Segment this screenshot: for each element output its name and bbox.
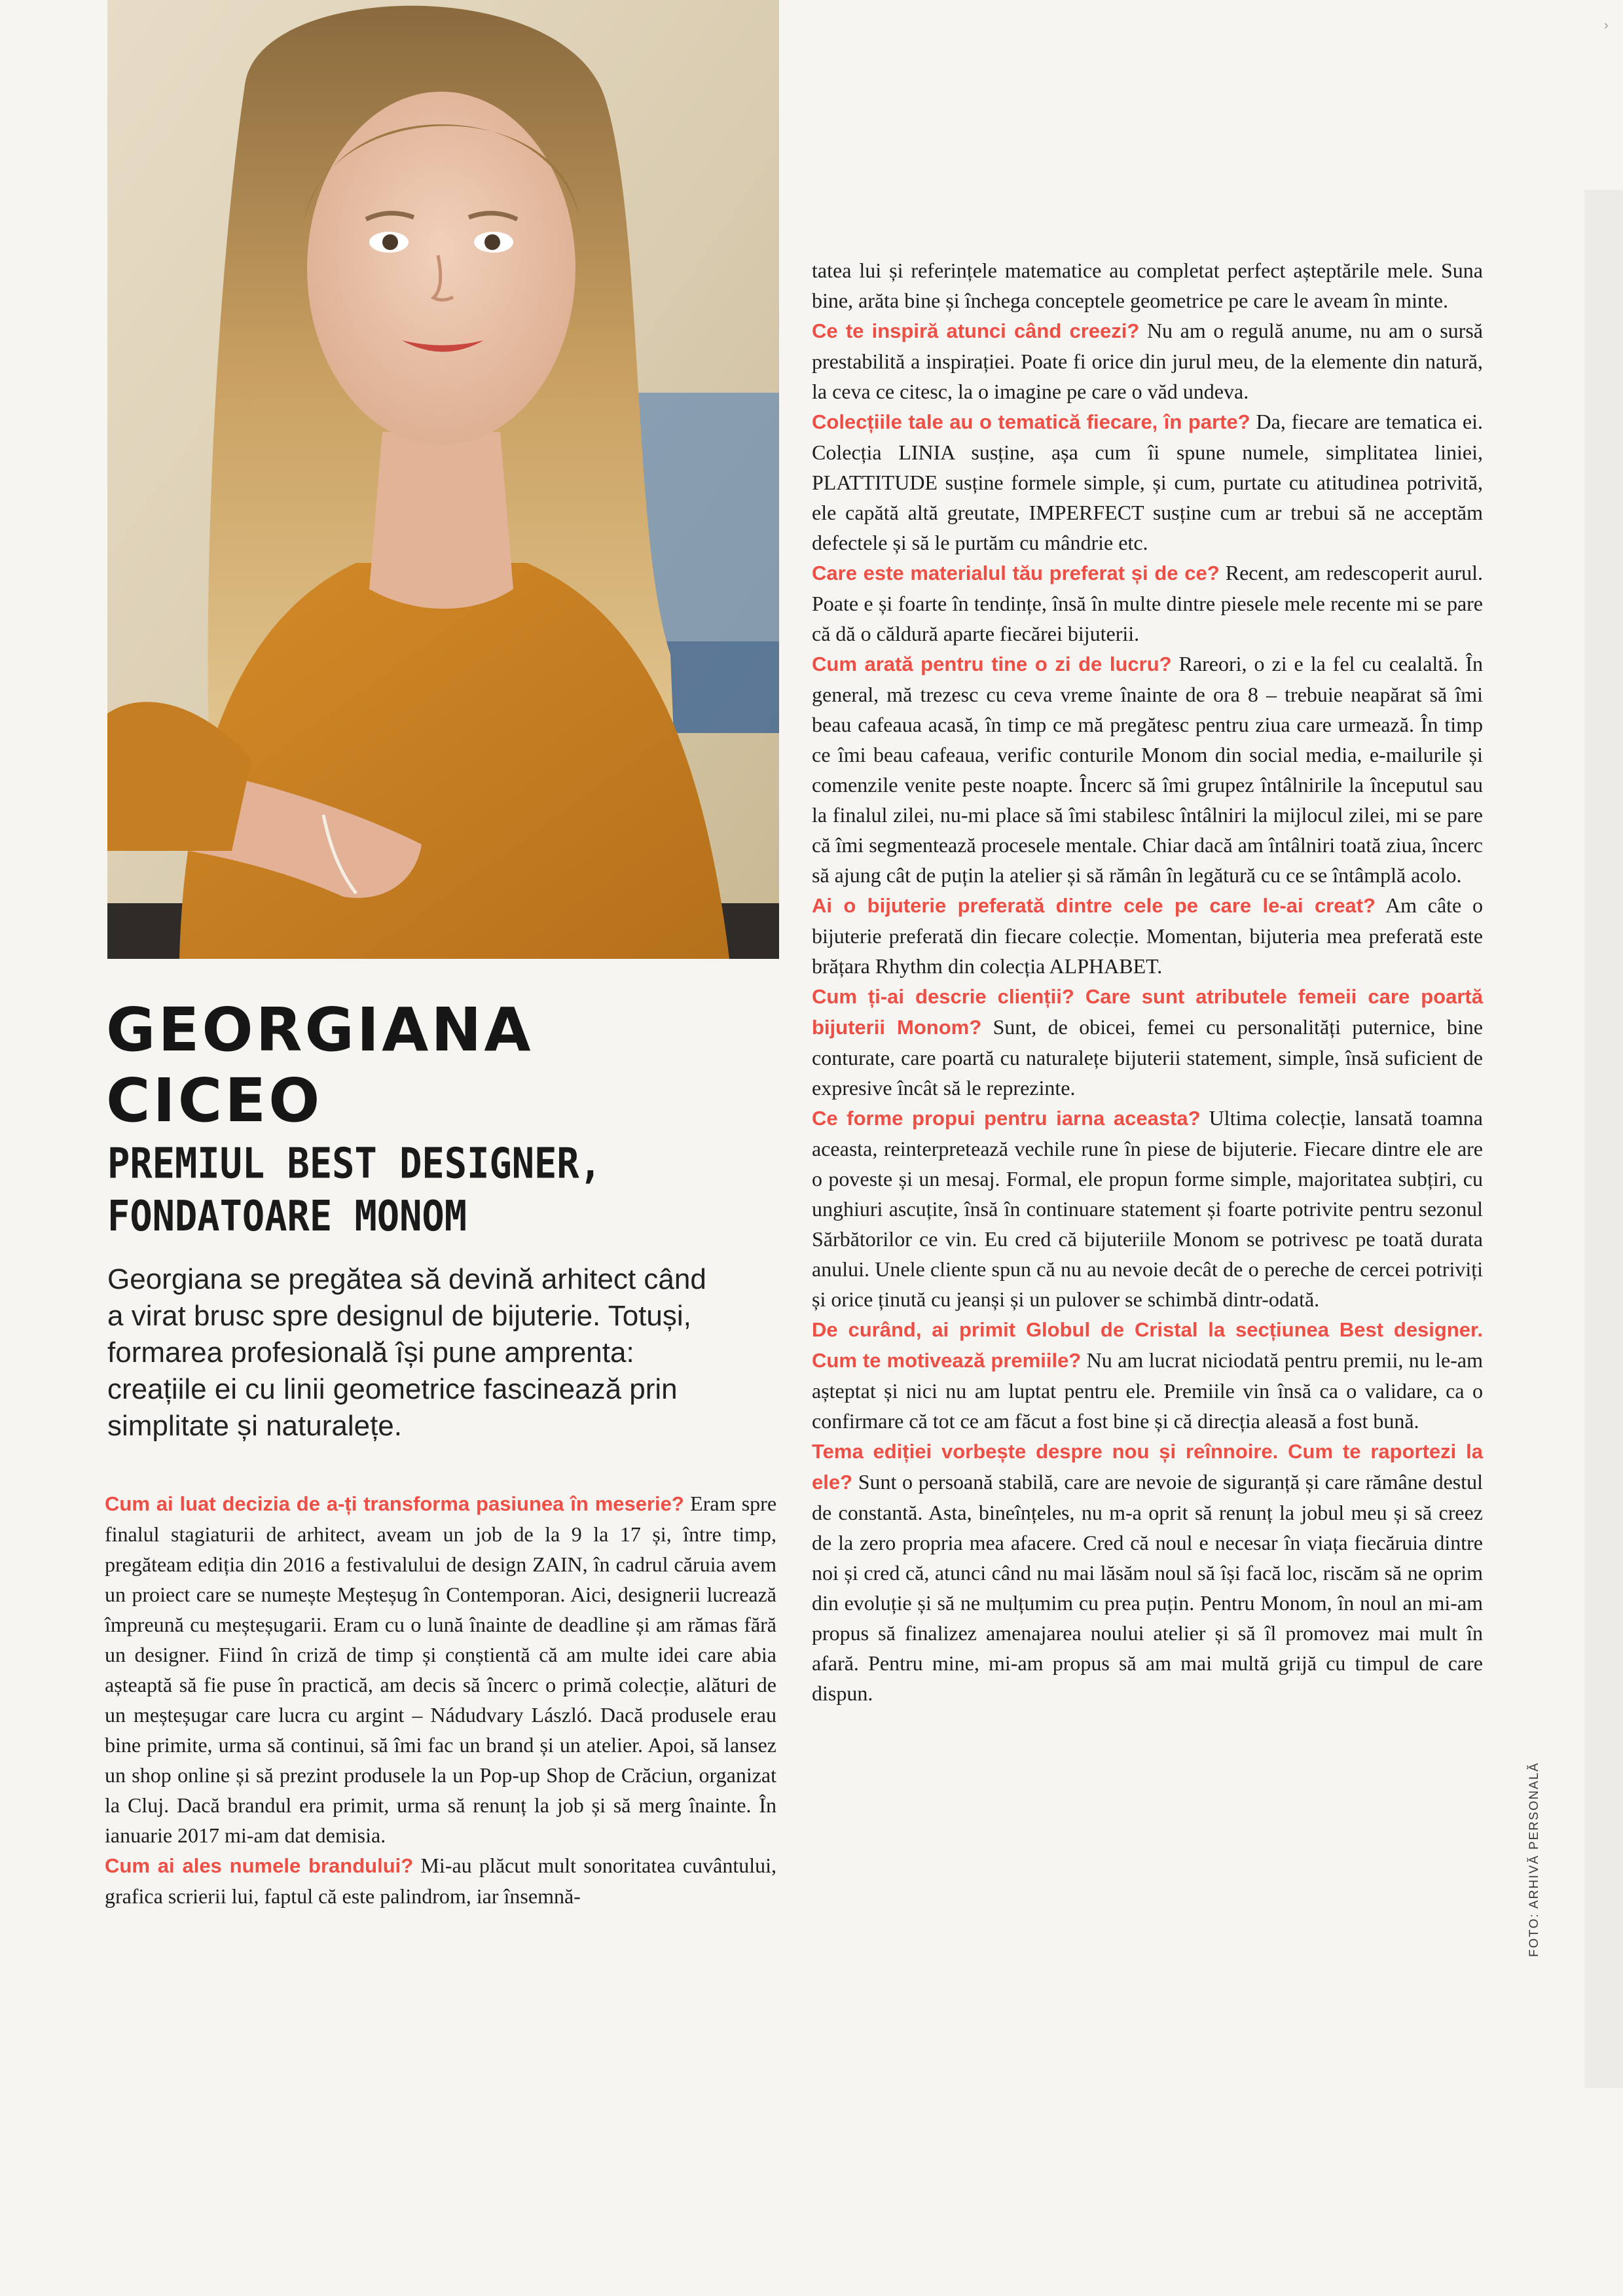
interview-question: Cum ai ales numele brandului? [105, 1854, 414, 1877]
interview-question: Cum ai luat decizia de a-ți transforma pasiunea în meserie? [105, 1492, 684, 1515]
qa-block [812, 315, 1483, 406]
interview-answer: Sunt, de obicei, femei cu personalități puternice, bine conturate, care poartă cu naturalețe bijuterii statement, simple, însă suficient de expresive încât să le reprezinte. [812, 1015, 1484, 1100]
portrait-photo [107, 0, 779, 959]
qa-block [812, 406, 1483, 558]
qa-block [105, 1488, 776, 1850]
interview-question: Cum ți-ai descrie clienții? Care sunt atributele femeii care poartă bijuterii Monom? [812, 985, 1483, 1039]
interview-question: Ce forme propui pentru iarna aceasta? [812, 1107, 1201, 1130]
right-text-column [812, 255, 1483, 1708]
interview-question: Cum arată pentru tine o zi de lucru? [812, 653, 1172, 675]
interview-question: Colecțiile tale au o tematică fiecare, în parte? [812, 410, 1250, 433]
page-edge-mark: › [1604, 18, 1609, 33]
interview-answer: Recent, am redescoperit aurul. Poate e și foarte în tendințe, însă în multe dintre piesele mele recente mi se pare că dă o căldură aparte fiecărei bijuterii. [812, 561, 1483, 645]
interview-answer: Eram spre finalul stagiaturii de arhitect, aveam un job de la 9 la 17 și, între timp, pregăteam ediția din 2016 a festivalului de design ZAIN, în cadrul căruia avem un proiect care se numește Meșteșug în Contemporan. Aici, designerii lucrează împreună cu meșteșugarii. Eram cu o lună înainte de deadline și am rămas fără un designer. Fiind în criză de timp și conștientă că am multe idei care abia așteaptă să fie puse în practică, am decis să încerc o primă colecție, alături de un meșteșugar care lucra cu argint – Nádudvary László. Dacă produsele erau bine primite, urma să continui, să îmi fac un brand și un atelier. Apoi, să lansez un shop online și să prezint produsele la un Pop-up Shop de Crăciun, organizat la Cluj. Dacă brandul era primit, urma să renunț la job și să merg înainte. În ianuarie 2017 mi-am dat demisia. [105, 1492, 777, 1847]
qa-block [812, 1436, 1483, 1708]
show-through-shadow [1584, 190, 1623, 2088]
interviewee-name: GEORGIANA CICEO [106, 995, 534, 1136]
interview-answer: Mi-au plăcut mult sonoritatea cuvântului, grafica scrierii lui, faptul că este palindrom, iar însemnă- [105, 1854, 776, 1908]
interview-question: Ce te inspiră atunci când creezi? [812, 319, 1140, 342]
award-subtitle: PREMIUL BEST DESIGNER, FONDATOARE MONOM [107, 1139, 602, 1241]
left-text-column [105, 1488, 776, 1911]
qa-block [812, 558, 1483, 649]
interview-answer: Da, fiecare are tematica ei. Colecția LINIA susține, așa cum îi spune numele, simplitatea liniei, PLATTITUDE susține formele simple, și cum, purtate cu atitudinea potrivită, ele capătă altă greutate, IMPERFECT susține cum ar trebui să ne acceptăm defectele și să le purtăm cu mândrie etc. [812, 410, 1484, 554]
interview-answer: Am câte o bijuterie preferată din fiecare colecție. Momentan, bijuteria mea preferată este brățara Rhythm din colecția ALPHABET. [812, 893, 1484, 978]
interview-answer: Nu am o regulă anume, nu am o sursă prestabilită a inspirației. Poate fi orice din jurul meu, de la elemente din natură, la ceva ce citesc, la o imagine pe care o văd undeva. [812, 319, 1483, 403]
interview-question: Care este materialul tău preferat și de ce? [812, 562, 1220, 584]
lead-paragraph: Georgiana se pregătea să devină arhitect când a virat brusc spre designul de bijuterie. Totuși, formarea profesională își pune amprenta: creațiile ei cu linii geometrice fascinează prin simplitate și naturalețe. [107, 1263, 706, 1442]
qa-block [812, 890, 1483, 981]
interview-answer: Sunt o persoană stabilă, care are nevoie de siguranță și care rămâne destul de constantă. Asta, bineînțeles, nu m-a oprit să renunț la jobul meu și să creez de la zero propria mea afacere. Cred că noul e necesar în viața fiecăruia dintre noi și cred că, atunci când nu mai lăsăm noul să își facă loc, riscăm să ne oprim din evoluție și să ne mulțumim cu prea puțin. Pentru Monom, în noul an mi-am propus să finalizez amenajarea noului atelier și să îl promovez mai mult în afară. Pentru mine, mi-am propus să am mai multă grijă cu timpul de care dispun. [812, 1470, 1484, 1705]
qa-block [812, 1314, 1483, 1436]
qa-block [812, 981, 1483, 1103]
right-iris [484, 234, 500, 250]
interview-answer: Nu am lucrat niciodată pentru premii, nu le-am așteptat și nici nu am luptat pentru ele. Premiile vin însă ca o validare, ca o confirmare că tot ce am făcut a fost bine și că direcția aleasă a fost bună. [812, 1348, 1484, 1433]
portrait-illustration [107, 0, 779, 959]
interview-answer: Ultima colecție, lansată toamna aceasta, reinterpretează vechile rune în piese de bijuterie. Fiecare dintre ele are o poveste și un mesaj. Formal, ele propun forme simple, majoritatea subțiri, cu unghiuri ascuțite, însă în continuare statement și foarte potrivite pentru sezonul Sărbătorilor ce vin. Eu cred că bijuteriile Monom se potrivesc pe toată durata anului. Unele cliente spun că nu au nevoie decât de o pereche de cercei potriviți și orice ținută cu jeanși și un pulover se schimbă dintr-odată. [812, 1106, 1483, 1311]
interview-answer: Rareori, o zi e la fel cu cealaltă. În general, mă trezesc cu ceva vreme înainte de ora 8 – trebuie neapărat să îmi beau cafeaua acasă, în timp ce mă pregătesc pentru ziua care urmează. În timp ce îmi beau cafeaua, verific conturile Monom din social media, e-mailurile și comenzile venite peste noapte. Încerc să îmi grupez întâlnirile la începutul sau la finalul zilei, nu-mi place să îmi stabilesc întâlniri la mijlocul zilei, mi se pare că îmi segmentează procesele mentale. Chiar dacă am întâlniri toată ziua, încerc să ajung cât de puțin la atelier și să rămân în legătură cu ce se întâmplă acolo. [812, 652, 1484, 887]
interview-question: Tema ediției vorbește despre nou și reînnoire. Cum te raportezi la ele? [812, 1440, 1483, 1494]
interview-question: De curând, ai primit Globul de Cristal la secțiunea Best designer. Cum te motivează premiile? [812, 1318, 1483, 1372]
neck [369, 432, 513, 609]
qa-block [812, 649, 1483, 890]
qa-block [812, 1103, 1483, 1314]
left-iris [382, 234, 398, 250]
answer-continuation: tatea lui și referințele matematice au completat perfect așteptările mele. Suna bine, arăta bine și închega conceptele geometrice pe care le aveam în minte. [812, 259, 1483, 312]
interview-question: Ai o bijuterie preferată dintre cele pe care le-ai creat? [812, 894, 1376, 917]
photo-credit: FOTO: ARHIVĂ PERSONALĂ [1527, 1761, 1541, 1957]
qa-block [105, 1850, 776, 1911]
